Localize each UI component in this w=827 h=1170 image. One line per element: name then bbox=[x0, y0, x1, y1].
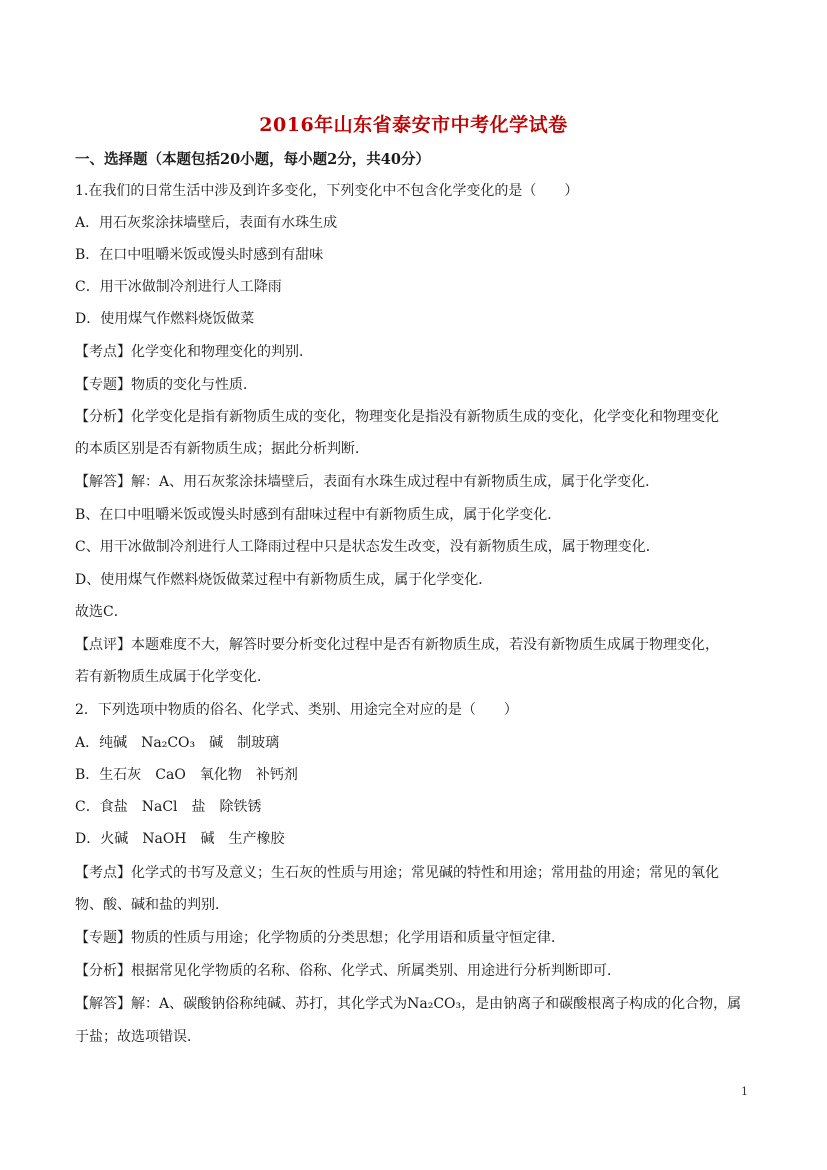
option-d-common-name: D．火碱 bbox=[75, 831, 129, 847]
section-heading: 一、选择题（本题包括20小题，每小题2分，共40分） bbox=[75, 151, 430, 168]
option-d-formula: NaOH bbox=[142, 831, 187, 847]
question-2-option-a bbox=[75, 733, 755, 753]
question-1-jieda-line-1: 【解答】解：A、用石灰浆涂抹墙壁后，表面有水珠生成过程中有新物质生成，属于化学变化． bbox=[75, 474, 660, 490]
option-a-use: 制玻璃 bbox=[237, 735, 280, 751]
question-1-jieda-line-3: C、用干冰做制冷剂进行人工降雨过程中只是状态发生改变，没有新物质生成，属于物理变化． bbox=[75, 539, 660, 555]
option-b-category: 氧化物 bbox=[199, 767, 242, 783]
option-a-formula: Na₂CO₃ bbox=[141, 735, 196, 751]
question-1-option-a: A．用石灰浆涂抹墙壁后，表面有水珠生成 bbox=[75, 215, 338, 231]
question-1-jieda-line-4: D、使用煤气作燃料烧饭做菜过程中有新物质生成，属于化学变化． bbox=[75, 572, 493, 588]
question-2-option-d bbox=[75, 829, 755, 849]
question-1-fenxi-line-1: 【分析】化学变化是指有新物质生成的变化，物理变化是指没有新物质生成的变化，化学变化和物理变化 bbox=[75, 409, 719, 425]
question-2-jieda-line-2: 于盐；故选项错误． bbox=[75, 1029, 201, 1045]
question-1-fenxi-line-2: 的本质区别是否有新物质生成；据此分析判断． bbox=[75, 441, 369, 457]
option-b-formula: CaO bbox=[155, 767, 186, 783]
option-c-common-name: C．食盐 bbox=[75, 799, 128, 815]
option-b-use: 补钙剂 bbox=[255, 767, 298, 783]
question-1-option-c: C．用干冰做制冷剂进行人工降雨 bbox=[75, 279, 282, 295]
question-2-option-c bbox=[75, 797, 755, 817]
question-2-stem: 2．下列选项中物质的俗名、化学式、类别、用途完全对应的是（ ） bbox=[75, 702, 518, 718]
question-1-dianping-line-1: 【点评】本题难度不大，解答时要分析变化过程中是否有新物质生成，若没有新物质生成属于物理变化， bbox=[75, 637, 719, 653]
question-2-jieda-line-1: 【解答】解：A、碳酸钠俗称纯碱、苏打，其化学式为Na₂CO₃，是由钠离子和碳酸根离子构成的化合物，属 bbox=[75, 996, 742, 1012]
option-d-category: 碱 bbox=[200, 831, 215, 847]
option-b-common-name: B．生石灰 bbox=[75, 767, 142, 783]
question-2-kaodian-line-1: 【考点】化学式的书写及意义；生石灰的性质与用途；常见碱的特性和用途；常用盐的用途；常见的氧化 bbox=[75, 865, 719, 881]
page-number: 1 bbox=[741, 1085, 748, 1098]
option-a-common-name: A．纯碱 bbox=[75, 735, 128, 751]
question-2-fenxi: 【分析】根据常见化学物质的名称、俗称、化学式、所属类别、用途进行分析判断即可． bbox=[75, 963, 621, 979]
exam-title: 2016年山东省泰安市中考化学试卷 bbox=[259, 114, 568, 136]
question-2-kaodian-line-2: 物、酸、碱和盐的判别． bbox=[75, 897, 229, 913]
question-1-jieda-line-2: B、在口中咀嚼米饭或馒头时感到有甜味过程中有新物质生成，属于化学变化． bbox=[75, 507, 562, 523]
question-2-option-b bbox=[75, 765, 755, 785]
question-1-option-b: B．在口中咀嚼米饭或馒头时感到有甜味 bbox=[75, 247, 324, 263]
question-1-dianping-line-2: 若有新物质生成属于化学变化． bbox=[75, 669, 271, 685]
question-1-option-d: D．使用煤气作燃料烧饭做菜 bbox=[75, 311, 255, 327]
question-1-answer: 故选C． bbox=[75, 604, 128, 620]
question-1-stem: 1.在我们的日常生活中涉及到许多变化，下列变化中不包含化学变化的是（ ） bbox=[75, 183, 579, 199]
option-c-use: 除铁锈 bbox=[219, 799, 262, 815]
option-c-formula: NaCl bbox=[141, 799, 178, 815]
question-1-kaodian: 【考点】化学变化和物理变化的判别． bbox=[75, 344, 313, 360]
option-d-use: 生产橡胶 bbox=[228, 831, 285, 847]
option-c-category: 盐 bbox=[191, 799, 206, 815]
option-a-category: 碱 bbox=[209, 735, 224, 751]
question-2-zhuanti: 【专题】物质的性质与用途；化学物质的分类思想；化学用语和质量守恒定律． bbox=[75, 930, 565, 946]
question-1-zhuanti: 【专题】物质的变化与性质． bbox=[75, 377, 257, 393]
